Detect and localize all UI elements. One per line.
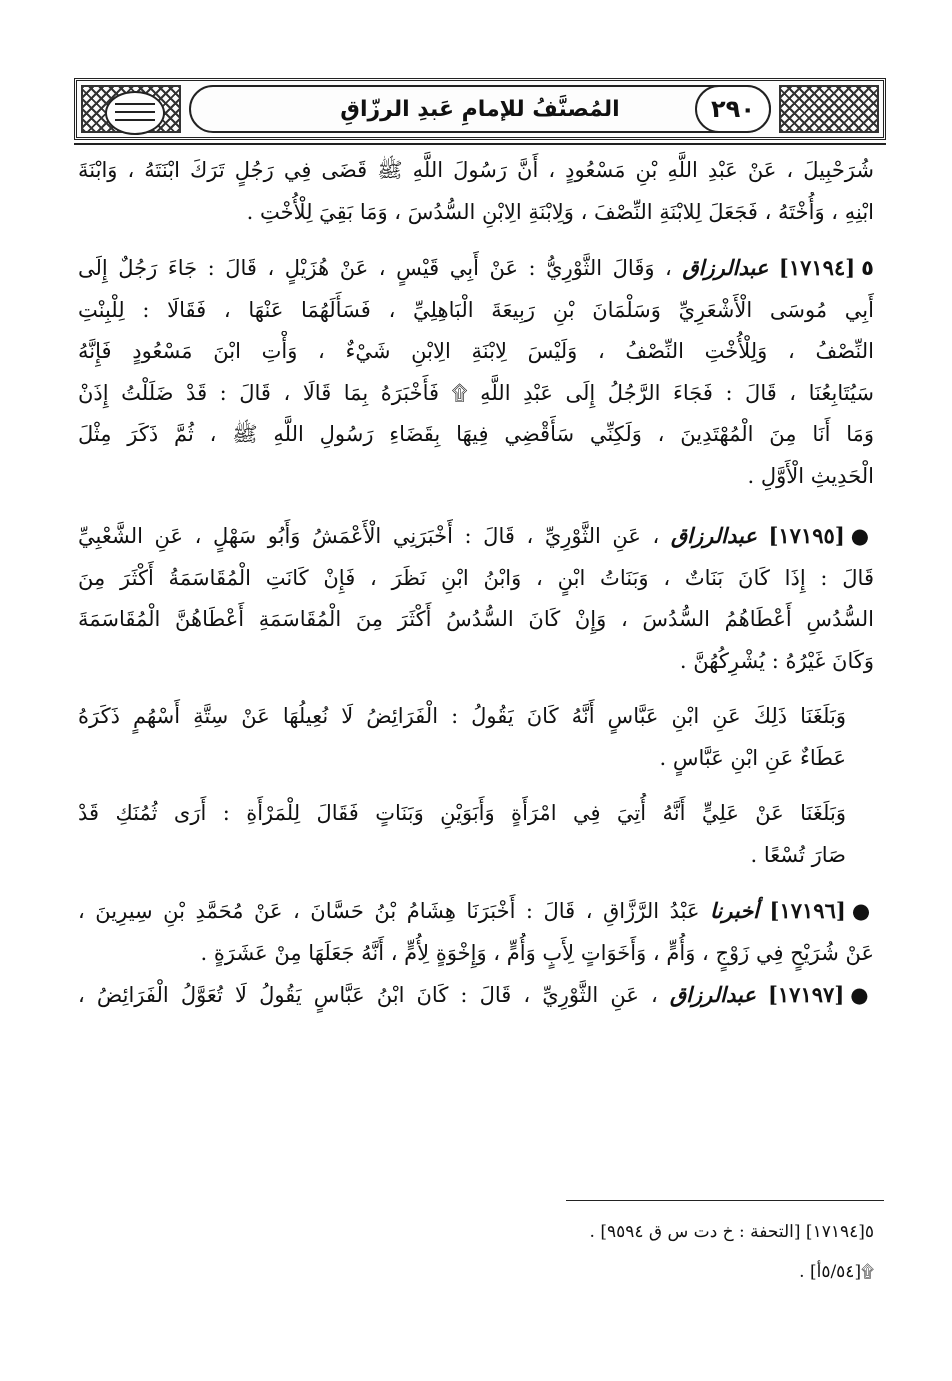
- hadith-number: [١٧١٩٧]: [767, 982, 845, 1007]
- text-line: وَكَانَ غَيْرُهُ : يُشْرِكُهُنَّ .: [679, 648, 874, 673]
- paragraph-ibn-abbas: [78, 696, 874, 779]
- narrator-name: عبدالرزاق: [682, 255, 769, 280]
- hadith-marker: ٥: [861, 256, 874, 280]
- text-line: النِّصْفُ ، وَلِلْأُخْتِ النِّصْفُ ، وَلَيْسَ لِابْنَةِ الِابْنِ شَيْءٌ ، وَأْتِ ابْنَ مَسْعُودٍ فَإِنَّهُ: [78, 339, 874, 363]
- header-ornament-right: [779, 85, 879, 133]
- book-title: المُصنَّفُ للإمامِ عَبدِ الرزّاقِ: [340, 96, 620, 122]
- text-line: الْحَدِيثِ الْأَوَّلِ .: [747, 463, 874, 488]
- paragraph-continuation: [78, 150, 874, 233]
- footnote-tuhfa: ٥[١٧١٩٤] [التحفة : خ دت س ق ٩٥٩٤] .: [589, 1222, 874, 1242]
- header-title-frame: [189, 85, 771, 133]
- text-line: أَبِي مُوسَى الْأَشْعَرِيِّ وَسَلْمَانَ بْنِ رَبِيعَةَ الْبَاهِلِيِّ ، فَسَأَلَهُمَا عَنْهَا ، فَقَالَا : لِلْبِنْتِ: [78, 297, 874, 322]
- main-text: [78, 150, 874, 1017]
- text-line: وَبَلَغَنَا عَنْ عَلِيٍّ أَنَّهُ أُتِيَ فِي امْرَأَةٍ وَأَبَوَيْنِ وَبَنَاتٍ فَقَالَ لِلْمَرْأَةِ : أَرَى ثُمُنَكِ قَدْ: [78, 801, 846, 825]
- text-line: شُرَحْبِيلَ ، عَنْ عَبْدِ اللَّهِ بْنِ مَسْعُودٍ ، أَنَّ رَسُولَ اللَّهِ ﷺ قَضَى فِي رَجُلٍ تَرَكَ ابْنَتَهُ ، وَابْنَةَ: [78, 158, 874, 182]
- hadith-marker: ●: [850, 983, 874, 1007]
- text-line: وَبَلَغَنَا ذَلِكَ عَنِ ابْنِ عَبَّاسٍ أَنَّهُ كَانَ يَقُولُ : الْفَرَائِضُ لَا نُعِيلُهَا عَنْ سِتَّةِ أَسْهُمٍ ذَكَرَهُ: [78, 704, 846, 728]
- hadith-number: [١٧١٩٤]: [778, 255, 856, 280]
- paragraph-ali: [78, 793, 874, 876]
- narrator-name: أخبرنا: [710, 898, 760, 923]
- hadith-17196: [78, 890, 874, 974]
- footnote-divider: [566, 1200, 884, 1201]
- header-divider: [74, 143, 886, 145]
- hadith-17197: [78, 974, 874, 1017]
- hadith-number: [١٧١٩٥]: [768, 523, 845, 548]
- text-line: سَيُتَابِعُنَا ، قَالَ : فَجَاءَ الرَّجُلُ إِلَى عَبْدِ اللَّهِ ۩ فَأَخْبَرَهُ بِمَا قَالَا ، قَالَ : قَدْ ضَلَلْتُ إِذَنْ: [78, 380, 874, 405]
- text-segment: ، عَنِ الثَّوْرِيِّ ، قَالَ : كَانَ ابْنُ عَبَّاسٍ يَقُولُ لَا تُعَوَّلُ الْفَرَائِضُ ،: [78, 983, 658, 1007]
- text-line: [78, 247, 874, 290]
- footnotes: [78, 1212, 874, 1292]
- header-ornament-left: [81, 85, 181, 133]
- text-line: [78, 890, 874, 933]
- narrator-name: عبدالرزاق: [670, 523, 757, 548]
- text-segment: ، وَقَالَ الثَّوْرِيُّ : عَنْ أَبِي قَيْسٍ ، عَنْ هُزَيْلٍ ، قَالَ : جَاءَ رَجُلٌ إِلَى: [78, 256, 672, 280]
- text-segment: ، عَنِ الثَّوْرِيِّ ، قَالَ : أَخْبَرَنِي الْأَعْمَشُ وَأَبُو سَهْلٍ ، عَنِ الشَّعْبِيِّ: [78, 524, 660, 548]
- page-number-frame: [695, 85, 771, 133]
- text-line: السُّدُسِ أَعْطَاهُمُ السُّدُسَ ، وَإِنْ كَانَ السُّدُسُ أَكْثَرَ مِنَ الْمُقَاسَمَةِ أَعْطَاهُنَّ الْمُقَاسَمَةَ: [78, 607, 874, 631]
- hadith-17194: [78, 247, 874, 497]
- text-line: [78, 515, 874, 558]
- book-logo-seal: [105, 91, 165, 135]
- text-line: قَالَ : إِذَا كَانَ بَنَاتٌ ، وَبَنَاتُ ابْنٍ ، وَابْنُ ابْنِ نَظَرَ ، فَإِنْ كَانَتِ الْمُقَاسَمَةُ أَكْثَرَ مِنَ: [78, 565, 874, 590]
- text-line: [78, 974, 874, 1017]
- text-segment: عَبْدُ الرَّزَّاقِ ، قَالَ : أَخْبَرَنَا هِشَامُ بْنُ حَسَّانَ ، عَنْ مُحَمَّدِ بْنِ سِيرِينَ ،: [78, 899, 700, 923]
- footnote-manuscript-ref: ۩[٥/٥٤أ] .: [799, 1262, 874, 1282]
- text-line: صَارَ تُسْعًا .: [750, 842, 846, 867]
- page-number: ٢٩٠: [711, 95, 755, 123]
- text-line: ابْنِهِ ، وَأُخْتَهُ ، فَجَعَلَ لِلابْنَةِ النِّصْفَ ، وَلِابْنَةِ الِابْنِ السُّدُسَ ، وَمَا بَقِيَ لِلْأُخْتِ .: [246, 199, 874, 224]
- text-line: عَطَاءٌ عَنِ ابْنِ عَبَّاسٍ .: [659, 745, 846, 770]
- hadith-marker: ●: [850, 524, 874, 548]
- text-line: وَمَا أَنَا مِنَ الْمُهْتَدِينَ ، وَلَكِنِّي سَأَقْضِي فِيهَا بِقَضَاءِ رَسُولِ اللَّهِ ﷺ ، ثُمَّ ذَكَرَ مِثْلَ: [78, 422, 874, 446]
- hadith-number: [١٧١٩٦]: [769, 898, 846, 923]
- narrator-name: عبدالرزاق: [669, 982, 756, 1007]
- hadith-marker: ●: [851, 899, 874, 923]
- text-line: عَنْ شُرَيْحٍ فِي زَوْجٍ ، وَأُمٍّ ، وَأَخَوَاتٍ لِأَبٍ وَأُمٍّ ، وَإِخْوَةٍ لِأُمٍّ ، أَنَّهُ جَعَلَهَا مِنْ عَشَرَةٍ .: [200, 940, 874, 965]
- hadith-17195: [78, 515, 874, 682]
- page-header: [74, 78, 886, 140]
